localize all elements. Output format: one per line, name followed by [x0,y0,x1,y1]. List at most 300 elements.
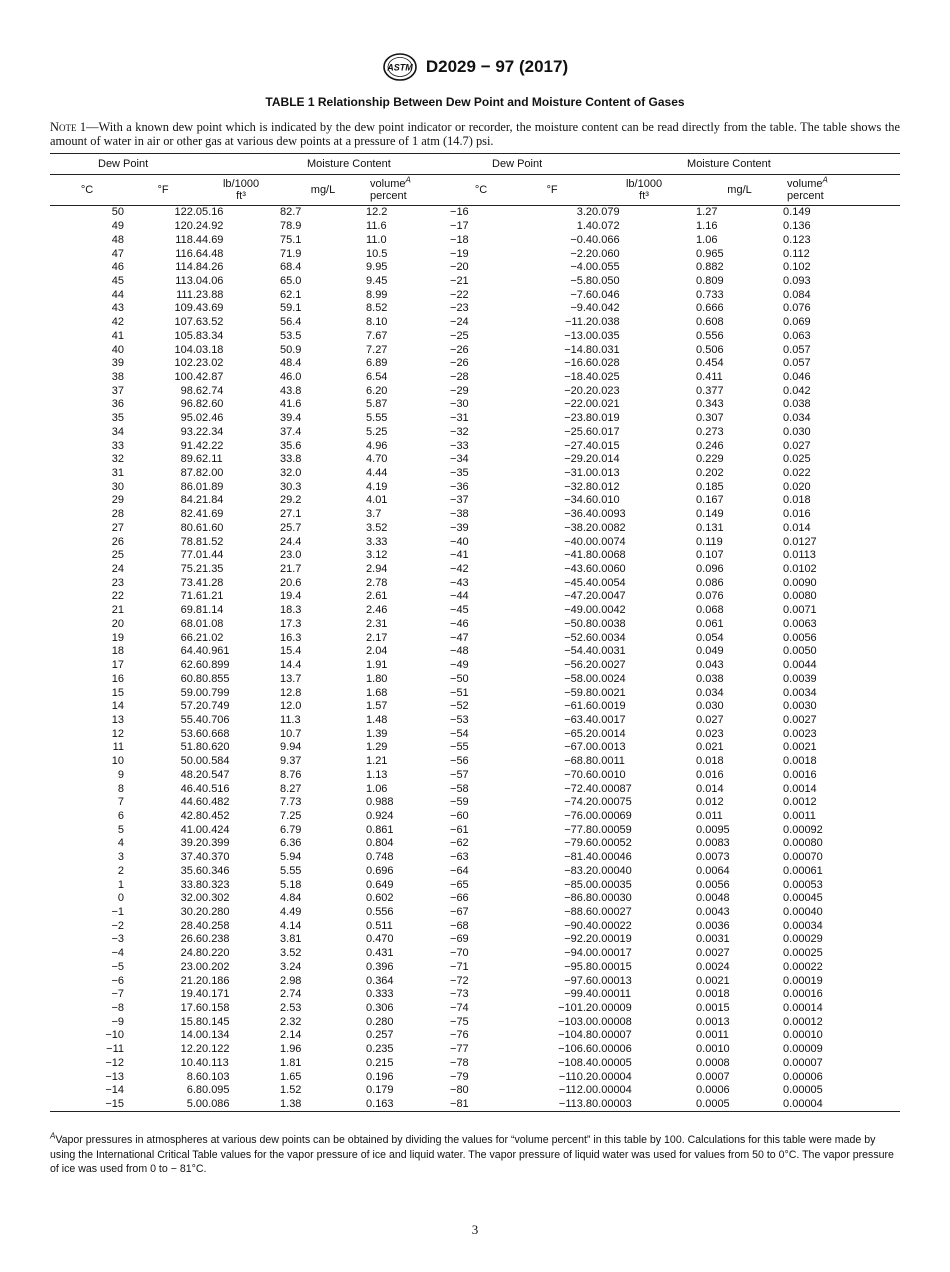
left-lb-per-1000ft3-cell: 2.22 [202,439,224,452]
right-fahrenheit-cell: −49.0 [564,604,593,617]
right-volume-percent-cell: 0.0127 [783,535,817,548]
right-volume-percent-cell: 0.00019 [783,974,823,987]
right-celsius-cell: −29 [450,384,469,397]
right-fahrenheit-cell: −70.6 [564,768,593,781]
table-row [50,480,900,494]
right-mg-per-l-cell: 0.0083 [696,837,730,850]
left-celsius-cell: 0 [117,892,124,905]
right-volume-percent-cell: 0.038 [783,398,811,411]
right-fahrenheit-cell: −18.4 [564,370,593,383]
left-celsius-cell: 23 [111,576,124,589]
right-lb-per-1000ft3-cell: 0.013 [592,467,620,480]
right-lb-per-1000ft3-cell: 0.015 [592,439,620,452]
right-celsius-cell: −43 [450,576,469,589]
right-mg-per-l-cell: 0.023 [696,727,724,740]
right-fahrenheit-cell: −54.4 [564,645,593,658]
right-fahrenheit-cell: −58.0 [564,672,593,685]
standard-designation: D2029 − 97 (2017) [425,57,569,76]
right-fahrenheit-cell: −83.2 [564,864,593,877]
left-fahrenheit-cell: 50.0 [180,755,203,768]
left-volume-percent-cell: 10.5 [366,247,388,260]
left-mg-per-l-cell: 21.7 [280,563,302,576]
right-volume-percent-cell: 0.0023 [783,727,817,740]
left-mg-per-l-cell: 1.96 [280,1043,302,1056]
right-celsius-cell: −38 [450,508,469,521]
right-fahrenheit-cell: −65.2 [564,727,593,740]
table-row [50,412,900,426]
left-volume-percent-cell: 7.67 [366,329,388,342]
right-lb-per-1000ft3-cell: 0.00017 [592,947,632,960]
left-mg-per-l-cell: 3.52 [280,947,302,960]
right-fahrenheit-cell: −72.4 [564,782,593,795]
left-fahrenheit-cell: 122.0 [174,206,203,219]
right-fahrenheit-cell: −20.2 [564,384,593,397]
right-volume-percent-cell: 0.0012 [783,796,817,809]
left-lb-per-1000ft3-cell: 2.34 [202,425,224,438]
right-celsius-cell: −42 [450,563,469,576]
left-volume-percent-cell: 0.179 [366,1084,394,1097]
left-fahrenheit-cell: 26.6 [180,933,203,946]
left-fahrenheit-cell: 82.4 [180,508,203,521]
left-mg-per-l-cell: 39.4 [280,412,302,425]
left-fahrenheit-cell: 104.0 [174,343,203,356]
right-mg-per-l-cell: 0.0015 [696,1002,730,1015]
left-mg-per-l-cell: 2.98 [280,974,302,987]
right-mg-per-l-cell: 0.0013 [696,1015,730,1028]
right-mg-per-l-cell: 0.229 [696,453,724,466]
left-volume-percent-cell: 2.46 [366,604,388,617]
right-fahrenheit-cell: −77.8 [564,823,593,836]
left-volume-percent-cell: 1.68 [366,686,388,699]
right-volume-percent-cell: 0.0063 [783,617,817,630]
right-mg-per-l-cell: 0.096 [696,563,724,576]
right-mg-per-l-cell: 0.246 [696,439,724,452]
left-volume-percent-cell: 0.280 [366,1015,394,1028]
right-mg-per-l-cell: 0.018 [696,755,724,768]
right-celsius-cell: −77 [450,1043,469,1056]
left-fahrenheit-cell: 75.2 [180,563,203,576]
left-fahrenheit-cell: 33.8 [180,878,203,891]
table-row [50,1057,900,1071]
table-row [50,329,900,343]
right-fahrenheit-cell: −7.6 [570,288,593,301]
table-row [50,604,900,618]
table-row [50,988,900,1002]
left-fahrenheit-cell: 39.2 [180,837,203,850]
table-row [50,974,900,988]
right-mg-per-l-cell: 0.0010 [696,1043,730,1056]
right-lb-per-1000ft3-cell: 0.00030 [592,892,632,905]
left-mg-per-l-cell: 53.5 [280,329,302,342]
right-lb-per-1000ft3-cell: 0.023 [592,384,620,397]
left-celsius-cell: 48 [111,233,124,246]
right-fahrenheit-cell: −50.8 [564,617,593,630]
left-celsius-cell: 49 [111,220,124,233]
left-celsius-cell: 27 [111,521,124,534]
left-celsius-cell: 37 [111,384,124,397]
right-celsius-cell: −37 [450,494,469,507]
astm-logo-icon [382,52,418,82]
right-lb-per-1000ft3-cell: 0.055 [592,261,620,274]
right-celsius-cell: −75 [450,1015,469,1028]
right-celsius-cell: −30 [450,398,469,411]
table-row [50,714,900,728]
right-celsius-cell: −33 [450,439,469,452]
right-volume-percent-cell: 0.063 [783,329,811,342]
left-celsius-cell: 16 [111,672,124,685]
right-fahrenheit-cell: −110.2 [558,1070,593,1083]
right-celsius-cell: −22 [450,288,469,301]
left-mg-per-l-cell: 4.84 [280,892,302,905]
right-volume-percent-cell: 0.0018 [783,755,817,768]
left-fahrenheit-cell: 73.4 [180,576,203,589]
left-fahrenheit-cell: 118.4 [175,233,203,246]
right-fahrenheit-cell: −47.2 [564,590,593,603]
table-row [50,782,900,796]
left-celsius-cell: 30 [111,480,124,493]
right-mg-per-l-cell: 0.454 [696,357,724,370]
volume-label: volume [370,178,406,190]
left-mg-per-l-cell: 23.0 [280,549,302,562]
left-lb-per-1000ft3-cell: 0.158 [202,1002,230,1015]
left-volume-percent-cell: 2.31 [366,617,388,630]
left-celsius-cell: 9 [117,768,124,781]
left-volume-percent-cell: 4.96 [366,439,388,452]
lb-header-line2: ft³ [639,190,649,202]
left-mg-per-l-cell: 78.9 [280,220,302,233]
right-mg-per-l-cell: 0.343 [696,398,724,411]
right-fahrenheit-cell: −90.4 [564,919,593,932]
left-lb-per-1000ft3-cell: 0.620 [202,741,230,754]
right-mg-per-l-cell: 0.012 [696,796,724,809]
dew-point-table [50,153,900,1112]
fahrenheit-header: °F [512,175,592,206]
table-row [50,947,900,961]
right-fahrenheit-cell: −25.6 [564,425,593,438]
right-mg-per-l-cell: 0.119 [696,535,723,548]
right-lb-per-1000ft3-cell: 0.035 [592,329,620,342]
left-mg-per-l-cell: 2.32 [280,1015,302,1028]
right-mg-per-l-cell: 0.0024 [696,960,730,973]
right-volume-percent-cell: 0.0102 [783,563,817,576]
table-row [50,727,900,741]
left-volume-percent-cell: 0.748 [366,851,394,864]
left-mg-per-l-cell: 9.37 [280,755,302,768]
moisture-content-header-left: Moisture Content [202,154,450,175]
left-lb-per-1000ft3-cell: 0.668 [202,727,230,740]
table-row [50,288,900,302]
right-volume-percent-cell: 0.00010 [783,1029,823,1042]
left-lb-per-1000ft3-cell: 0.258 [202,919,230,932]
left-lb-per-1000ft3-cell: 4.26 [202,261,224,274]
right-lb-per-1000ft3-cell: 0.0019 [592,700,626,713]
left-volume-percent-cell: 0.196 [366,1070,394,1083]
right-fahrenheit-cell: −103.0 [558,1015,593,1028]
left-volume-percent-cell: 0.163 [366,1098,450,1112]
right-celsius-cell: −21 [450,274,469,287]
left-lb-per-1000ft3-cell: 1.44 [202,549,224,562]
right-mg-per-l-cell: 0.107 [696,549,724,562]
left-volume-percent-cell: 0.861 [366,823,394,836]
left-fahrenheit-cell: 84.2 [180,494,203,507]
right-mg-per-l-cell: 0.809 [696,274,724,287]
right-celsius-cell: −26 [450,357,469,370]
right-fahrenheit-cell: −106.6 [558,1043,593,1056]
right-fahrenheit-cell: −23.8 [564,412,593,425]
right-celsius-cell: −20 [450,261,469,274]
left-celsius-cell: −8 [111,1002,124,1015]
left-lb-per-1000ft3-cell: 4.92 [202,220,224,233]
table-row [50,700,900,714]
left-mg-per-l-cell: 27.1 [280,508,302,521]
left-lb-per-1000ft3-cell: 0.370 [202,851,230,864]
right-lb-per-1000ft3-cell: 0.028 [592,357,620,370]
left-volume-percent-cell: 8.10 [366,316,388,329]
right-mg-per-l-cell: 0.965 [696,247,724,260]
right-celsius-cell: −40 [450,535,469,548]
right-celsius-cell: −31 [450,412,469,425]
left-fahrenheit-cell: 111.2 [176,288,203,301]
right-lb-per-1000ft3-cell: 0.017 [592,425,620,438]
left-mg-per-l-cell: 68.4 [280,261,302,274]
left-fahrenheit-cell: 89.6 [180,453,203,466]
left-lb-per-1000ft3-cell: 1.21 [202,590,224,603]
moisture-content-header-right: Moisture Content [592,154,900,175]
lb-header-line1: lb/1000 [625,178,663,190]
left-mg-per-l-cell: 56.4 [280,316,302,329]
right-fahrenheit-cell: −101.2 [558,1002,593,1015]
right-mg-per-l-cell: 0.185 [696,480,724,493]
right-volume-percent-cell: 0.0071 [783,604,817,617]
left-celsius-cell: 38 [111,370,124,383]
table-row [50,233,900,247]
left-mg-per-l-cell: 14.4 [280,659,302,672]
left-celsius-cell: 32 [111,453,124,466]
right-fahrenheit-cell: −14.8 [564,343,593,356]
right-celsius-cell: −80 [450,1084,469,1097]
left-volume-percent-cell: 2.94 [366,563,388,576]
left-lb-per-1000ft3-cell: 3.34 [202,329,224,342]
left-celsius-cell: 3 [117,851,124,864]
right-volume-percent-cell: 0.112 [783,247,810,260]
table-row [50,522,900,536]
footnote-text: Vapor pressures in atmospheres at various dew points can be obtained by dividing the values for “volume percent” in this table by 100. Calculations for this table were made by using the International Critical Table values for the vapor pressure of ice and liquid water. The vapor pressure of liquid water was used for values from 50 to 0°C. The vapor pressure of ice was used from 0 to − 81°C. [50,1134,894,1175]
left-celsius-cell: 2 [117,864,124,877]
left-mg-per-l-cell: 37.4 [280,425,302,438]
left-volume-percent-cell: 2.04 [366,645,388,658]
right-lb-per-1000ft3-cell: 0.010 [592,494,620,507]
right-mg-per-l-cell: 0.068 [696,604,724,617]
table-row [50,398,900,412]
left-lb-per-1000ft3-cell: 4.48 [202,247,224,260]
table-row [50,206,900,220]
right-fahrenheit-cell: −112.0 [558,1084,593,1097]
left-fahrenheit-cell: 96.8 [180,398,203,411]
table-row [50,1098,900,1112]
left-mg-per-l-cell: 2.14 [280,1029,302,1042]
left-fahrenheit-cell: 21.2 [180,974,203,987]
left-lb-per-1000ft3-cell: 0.799 [202,686,230,699]
table-row [50,439,900,453]
right-mg-per-l-cell: 0.021 [696,741,724,754]
right-lb-per-1000ft3-cell: 0.012 [592,480,620,493]
right-celsius-cell: −64 [450,864,469,877]
left-volume-percent-cell: 0.306 [366,1002,394,1015]
left-celsius-cell: 28 [111,508,124,521]
right-celsius-cell: −45 [450,604,469,617]
right-volume-percent-cell: 0.00005 [783,1084,823,1097]
table-row [50,823,900,837]
left-mg-per-l-cell: 12.0 [280,700,302,713]
left-celsius-cell: −9 [111,1015,124,1028]
right-lb-per-1000ft3-cell: 0.060 [592,247,620,260]
left-mg-per-l-cell: 11.3 [280,713,301,726]
left-celsius-cell: −2 [111,919,124,932]
right-lb-per-1000ft3-cell: 0.0047 [592,590,626,603]
right-lb-per-1000ft3-cell: 0.0021 [592,686,626,699]
right-mg-per-l-cell: 0.011 [696,809,723,822]
left-lb-per-1000ft3-cell: 1.02 [202,631,224,644]
left-fahrenheit-cell: 68.0 [180,617,203,630]
left-fahrenheit-cell: 80.6 [180,521,203,534]
right-mg-per-l-cell: 0.307 [696,412,724,425]
right-fahrenheit-cell: −56.2 [564,659,593,672]
right-volume-percent-cell: 0.0039 [783,672,817,685]
left-fahrenheit-cell: 116.6 [175,247,203,260]
right-lb-per-1000ft3-cell: 0.0010 [592,768,626,781]
right-lb-per-1000ft3-cell: 0.00015 [592,960,632,973]
left-volume-percent-cell: 1.13 [366,768,388,781]
left-fahrenheit-cell: 107.6 [174,316,203,329]
right-fahrenheit-cell: −41.8 [564,549,593,562]
right-fahrenheit-cell: −88.6 [564,906,593,919]
right-celsius-cell: −59 [450,796,469,809]
right-lb-per-1000ft3-cell: 0.00007 [592,1029,632,1042]
left-mg-per-l-cell: 59.1 [280,302,302,315]
table-row [50,384,900,398]
left-celsius-cell: 43 [111,302,124,315]
right-fahrenheit-cell: −59.8 [564,686,593,699]
left-volume-percent-cell: 0.470 [366,933,394,946]
left-celsius-cell: 8 [117,782,124,795]
right-fahrenheit-cell: −67.0 [564,741,593,754]
table-row [50,672,900,686]
left-mg-per-l-cell: 2.53 [280,1002,302,1015]
left-lb-per-1000ft3-cell: 0.220 [202,947,230,960]
left-celsius-cell: 10 [111,755,124,768]
left-fahrenheit-cell: 30.2 [180,906,203,919]
left-fahrenheit-cell: 120.2 [174,220,203,233]
left-fahrenheit-cell: 93.2 [180,425,203,438]
table-row [50,453,900,467]
right-volume-percent-cell: 0.123 [783,233,811,246]
table-row [50,590,900,604]
table-row [50,357,900,371]
left-celsius-cell: 13 [111,713,124,726]
left-volume-percent-cell: 0.364 [366,974,394,987]
left-mg-per-l-cell: 18.3 [280,604,302,617]
left-celsius-cell: 45 [111,274,124,287]
right-celsius-cell: −51 [450,686,469,699]
right-mg-per-l-cell: 0.086 [696,576,724,589]
left-volume-percent-cell: 9.45 [366,274,388,287]
left-mg-per-l-cell: 33.8 [280,453,302,466]
volume-footnote-marker: A [405,175,411,185]
right-volume-percent-cell: 0.042 [783,384,811,397]
table-note [50,120,900,148]
left-mg-per-l-cell: 29.2 [280,494,302,507]
left-fahrenheit-cell: 66.2 [180,631,203,644]
right-celsius-cell: −65 [450,878,469,891]
left-mg-per-l-cell: 8.76 [280,768,302,781]
table-row [50,316,900,330]
left-celsius-cell: −5 [111,960,124,973]
left-fahrenheit-cell: 77.0 [180,549,203,562]
right-lb-per-1000ft3-cell: 0.0011 [592,755,625,768]
left-lb-per-1000ft3-cell: 2.87 [202,370,224,383]
left-fahrenheit-cell: 41.0 [180,823,203,836]
left-mg-per-l-cell: 16.3 [280,631,302,644]
lb-per-1000ft3-header [202,175,280,206]
left-lb-per-1000ft3-cell: 2.46 [202,412,224,425]
right-volume-percent-cell: 0.00040 [783,906,823,919]
right-volume-percent-cell: 0.00014 [783,1002,823,1015]
left-mg-per-l-cell: 4.14 [280,919,302,932]
table-row [50,494,900,508]
left-mg-per-l-cell: 2.74 [280,988,302,1001]
left-volume-percent-cell: 3.12 [366,549,388,562]
right-fahrenheit-cell: −31.0 [564,467,593,480]
left-fahrenheit-cell: 71.6 [180,590,203,603]
right-lb-per-1000ft3-cell: 0.079 [592,206,620,219]
right-celsius-cell: −35 [450,467,469,480]
left-celsius-cell: 21 [111,604,124,617]
right-volume-percent-cell: 0.0113 [783,549,816,562]
left-fahrenheit-cell: 64.4 [180,645,203,658]
left-celsius-cell: −15 [50,1098,124,1112]
volume-label: volume [787,178,823,190]
right-mg-per-l-cell: 0.0006 [696,1084,730,1097]
left-volume-percent-cell: 1.57 [366,700,388,713]
left-celsius-cell: 12 [111,727,124,740]
right-volume-percent-cell: 0.027 [783,439,811,452]
right-lb-per-1000ft3-cell: 0.00003 [592,1098,696,1112]
right-mg-per-l-cell: 0.411 [696,370,723,383]
left-celsius-cell: 5 [117,823,124,836]
right-lb-per-1000ft3-cell: 0.031 [592,343,620,356]
left-volume-percent-cell: 5.87 [366,398,388,411]
table-row [50,549,900,563]
left-mg-per-l-cell: 71.9 [280,247,302,260]
right-mg-per-l-cell: 0.167 [696,494,724,507]
right-mg-per-l-cell: 0.0018 [696,988,730,1001]
lb-header-line1: lb/1000 [222,178,260,190]
right-fahrenheit-cell: 1.4 [576,220,593,233]
left-lb-per-1000ft3-cell: 0.103 [202,1070,230,1083]
page-number: 3 [471,1222,479,1237]
left-lb-per-1000ft3-cell: 0.086 [202,1098,280,1112]
table-row [50,906,900,920]
left-volume-percent-cell: 0.556 [366,906,394,919]
left-lb-per-1000ft3-cell: 1.69 [202,508,224,521]
left-fahrenheit-cell: 6.8 [186,1084,203,1097]
right-mg-per-l-cell: 0.0048 [696,892,730,905]
table-row [50,878,900,892]
table-row [50,371,900,385]
table-row [50,563,900,577]
right-volume-percent-cell: 0.00022 [783,960,823,973]
right-lb-per-1000ft3-cell: 0.0017 [592,713,626,726]
